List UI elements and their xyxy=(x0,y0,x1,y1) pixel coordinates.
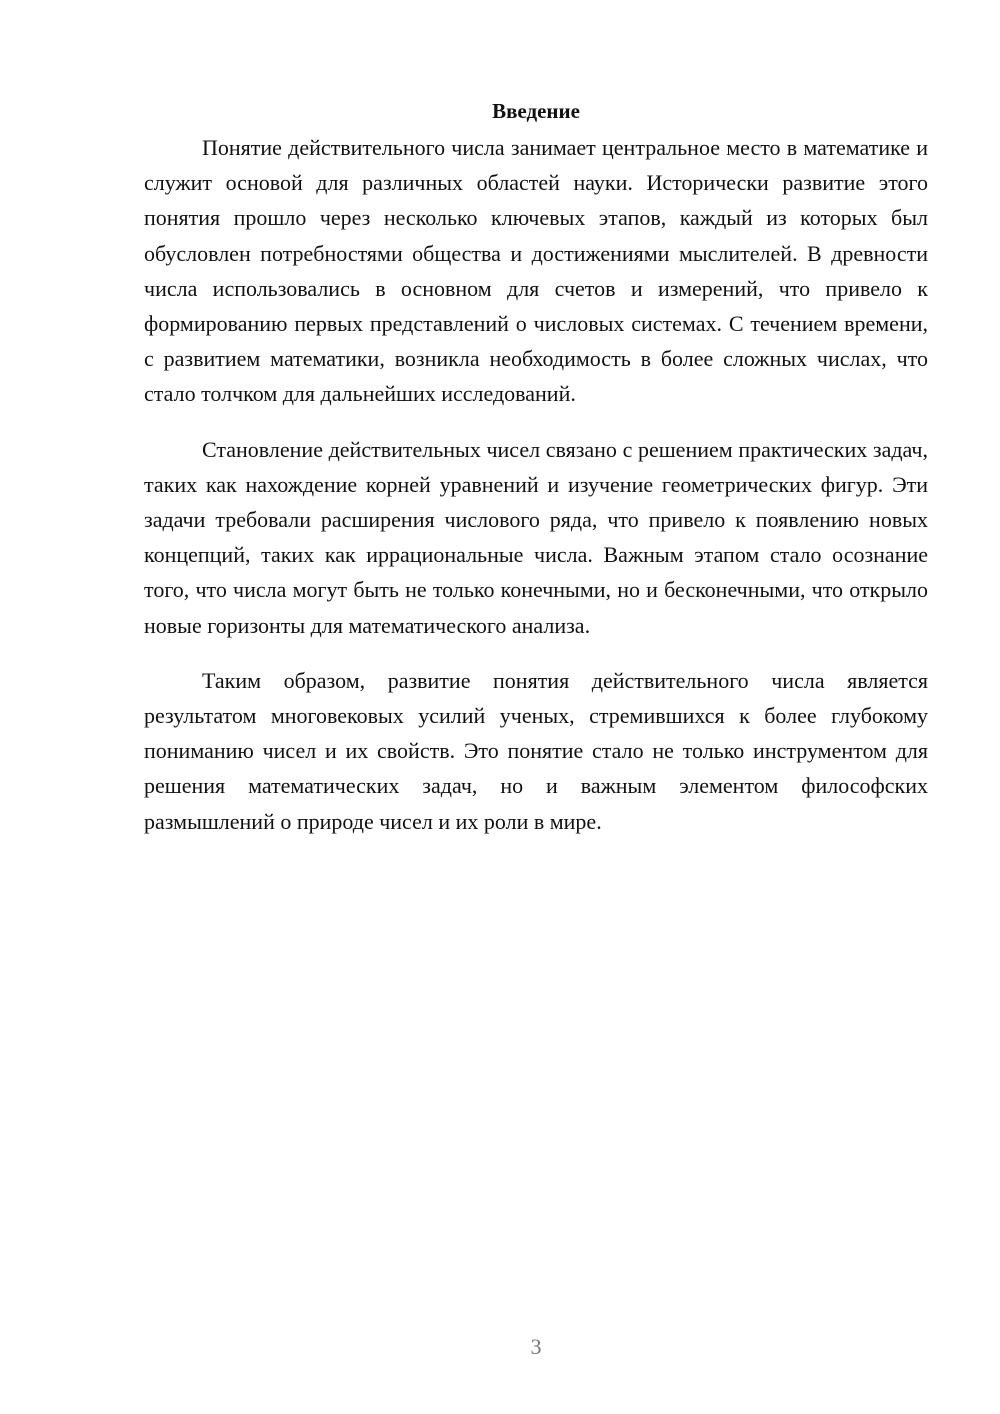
section-title: Введение xyxy=(492,99,580,123)
page-number: 3 xyxy=(530,1334,542,1359)
paragraph-1: Понятие действительного числа занимает центральное место в математике и служит основой для различных областей науки. Исторически развитие этого понятия прошло через несколько ключевых этапов, каждый из которых был обусловлен потребностями общества и достижениями мыслителей. В древности числа использовались в основном для счетов и измерений, что привело к формированию первых представлений о числовых системах. С течением времени, с развитием математики, возникла необходимость в более сложных числах, что стало толчком для дальнейших исследований. xyxy=(144,135,928,407)
page-content xyxy=(144,96,928,859)
paragraph-3: Таким образом, развитие понятия действительного числа является результатом многовековых усилий ученых, стремившихся к более глубокому пониманию чисел и их свойств. Это понятие стало не только инструментом для решения математических задач, но и важным элементом философских размышлений о природе чисел и их роли в мире. xyxy=(144,667,928,834)
paragraph-2: Становление действительных чисел связано с решением практических задач, таких как нахождение корней уравнений и изучение геометрических фигур. Эти задачи требовали расширения числового ряда, что привело к появлению новых концепций, таких как иррациональные числа. Важным этапом стало осознание того, что числа могут быть не только конечными, но и бесконечными, что открыло новые горизонты для математического анализа. xyxy=(144,436,928,638)
